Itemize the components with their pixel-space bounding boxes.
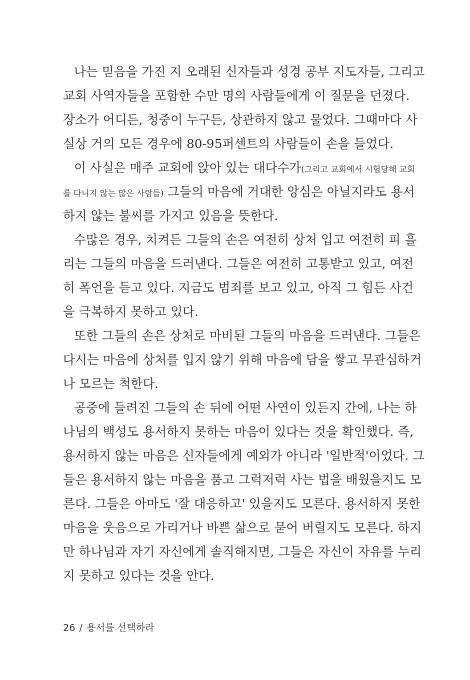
paragraph-3-line-4: 을 극복하지 못하고 있다. [63,304,199,319]
paragraph-2-main-text-2: 그들의 마음에 거대한 앙심은 아닐지라도 용서 [163,184,415,199]
paragraph-5-line-5: 른다. 그들은 아마도 '잘 대응하고' 있을지도 모른다. 용서하지 못한 [63,496,421,511]
paragraph-5-line-1: 공중에 들려진 그들의 손 뒤에 어떤 사연이 있든지 간에, 나는 하 [74,400,417,415]
paragraph-2-line-3: 하지 않는 불씨를 가지고 있음을 뜻한다. [63,208,279,223]
footer-separator: / [79,623,83,634]
book-title: 용서를 선택하라 [86,623,155,634]
paragraph-1-line-4: 실상 거의 모든 경우에 80-95퍼센트의 사람들이 손을 들었다. [63,136,394,151]
paragraph-1-line-1: 나는 믿음을 가진 지 오래된 신자들과 성경 공부 지도자들, 그리고 [74,64,425,79]
paragraph-5-line-3: 용서하지 않는 마음은 신자들에게 예외가 아니라 '일반적'이었다. 그 [63,448,425,463]
paragraph-1-line-2: 교회 사역자들을 포함한 수만 명의 사람들에게 이 질문을 던졌다. [63,88,410,103]
paragraph-4-line-3: 나 모르는 척한다. [63,376,159,391]
paragraph-3-line-2: 리는 그들의 마음을 드러낸다. 그들은 여전히 고통받고 있고, 여전 [63,256,414,271]
paragraph-5-line-4: 들은 용서하지 않는 마음을 품고 그럭저럭 사는 법을 배웠을지도 모 [63,472,422,487]
paragraph-2-line-2 [63,180,415,204]
paragraph-5-line-8: 지 못하고 있다는 것을 안다. [63,568,215,583]
paragraph-5-line-2: 나님의 백성도 용서하지 못하는 마음이 있다는 것을 확인했다. 즉, [63,424,414,439]
page-footer [63,620,154,634]
paragraph-2-parenthetical-2: 를 다니지 않는 많은 사람들) [63,188,164,198]
paragraph-3-line-3: 히 폭언을 듣고 있다. 지금도 범죄를 보고 있고, 아직 그 힘든 사건 [63,280,414,295]
page-number: 26 [63,623,76,634]
paragraph-1-line-3: 장소가 어디든, 청중이 누구든, 상관하지 않고 물었다. 그때마다 사 [63,112,418,127]
paragraph-4-line-1: 또한 그들의 손은 상처로 마비된 그들의 마음을 드러낸다. 그들은 [74,328,421,343]
paragraph-4-line-2: 다시는 마음에 상처를 입지 않기 위해 마음에 담을 쌓고 무관심하거 [63,352,422,367]
paragraph-2-main-text-1: 이 사실은 매주 교회에 앉아 있는 대다수가 [74,160,302,175]
paragraph-3-line-1: 수많은 경우, 치켜든 그들의 손은 여전히 상처 입고 여전히 피 흘 [74,232,417,247]
paragraph-2-parenthetical-1: (그리고 교회에서 시험당해 교회 [301,164,415,174]
paragraph-2-line-1 [63,156,415,180]
paragraph-5-line-7: 만 하나님과 자기 자신에게 솔직해지면, 그들은 자신이 자유를 누리 [63,544,422,559]
paragraph-5-line-6: 마음을 웃음으로 가리거나 바쁜 삶으로 묻어 버릴지도 모른다. 하지 [63,520,422,535]
